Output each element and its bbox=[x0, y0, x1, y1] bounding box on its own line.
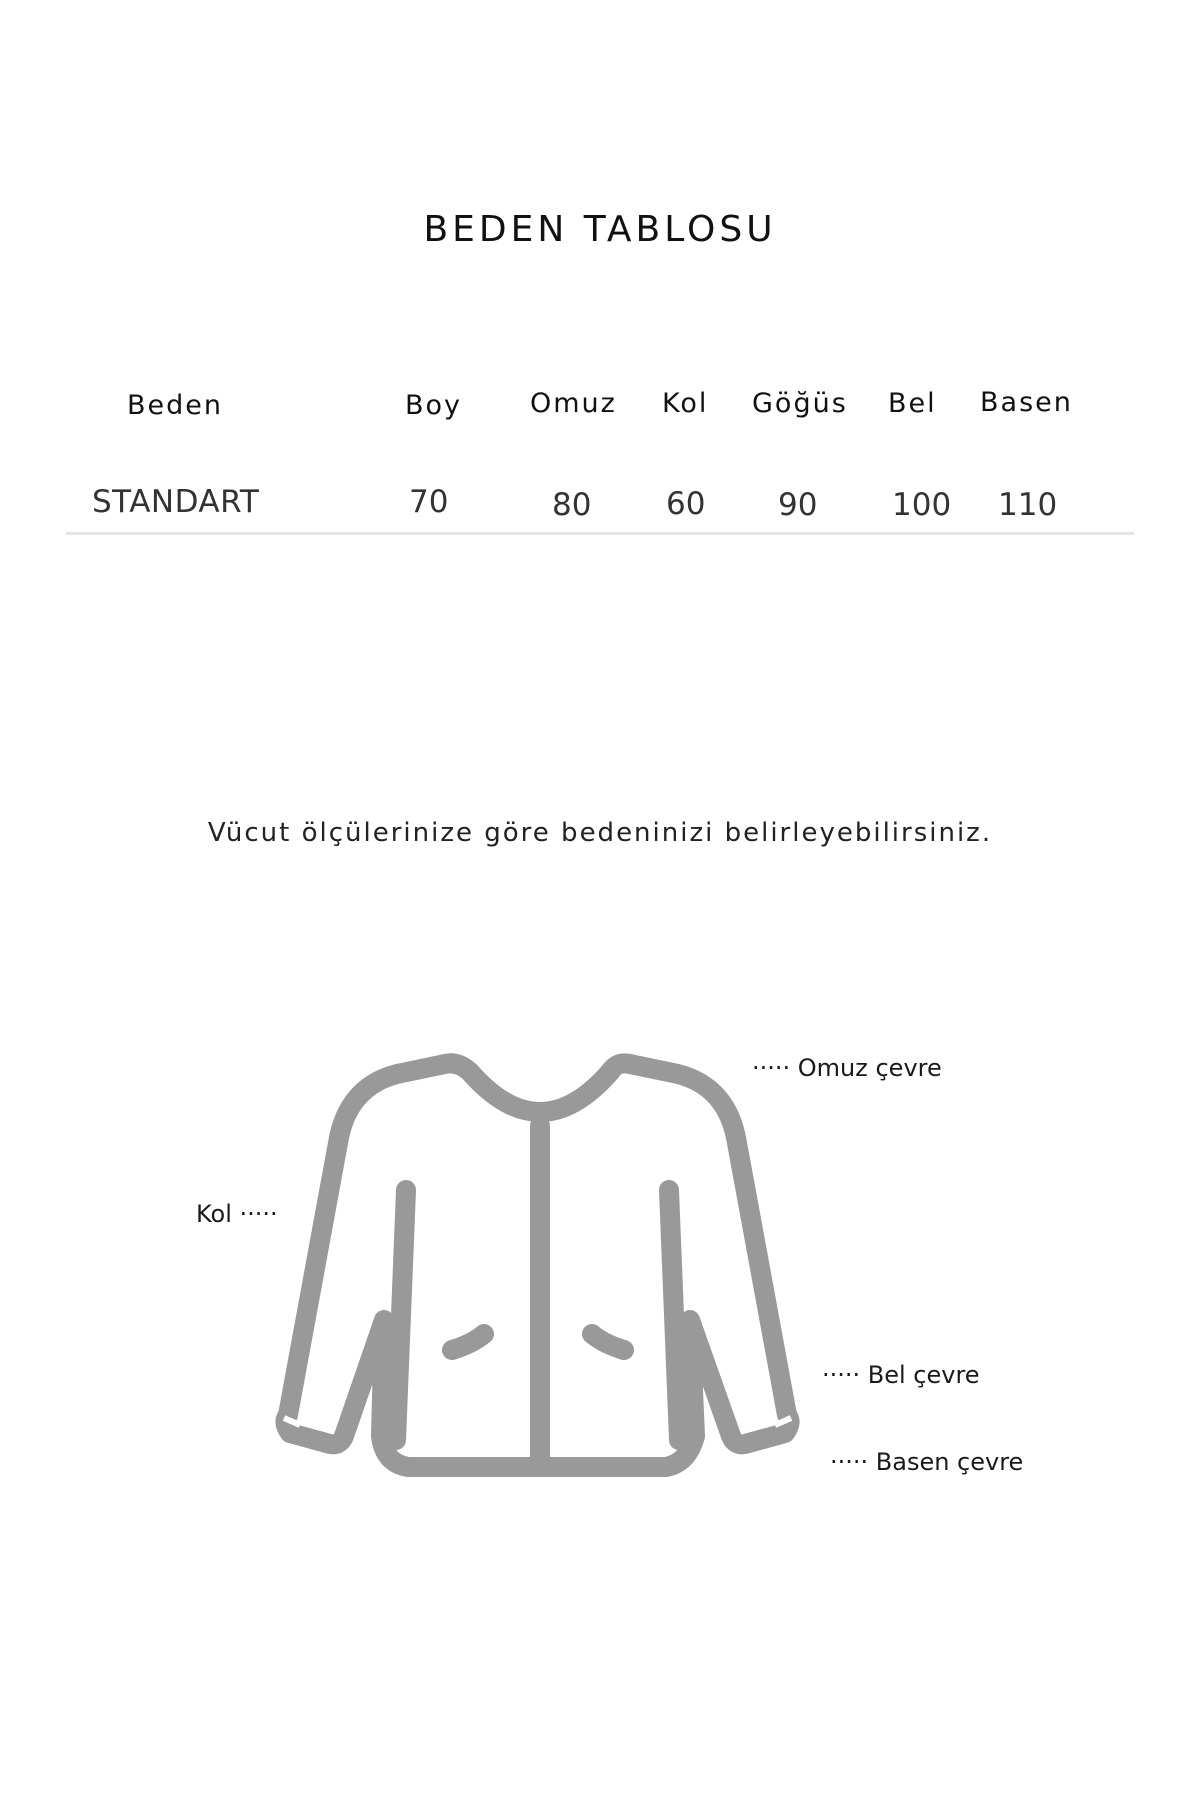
header-beden: Beden bbox=[127, 390, 223, 421]
header-gogus: Göğüs bbox=[752, 388, 848, 419]
cell-beden: STANDART bbox=[92, 484, 260, 520]
page-title: BEDEN TABLOSU bbox=[423, 209, 777, 250]
header-kol: Kol bbox=[662, 388, 709, 419]
jacket-left-sleeve-seam bbox=[396, 1190, 406, 1440]
header-boy: Boy bbox=[405, 390, 463, 421]
label-basen-cevre: ····· Basen çevre bbox=[830, 1448, 1024, 1476]
jacket-right-pocket bbox=[592, 1334, 624, 1350]
header-omuz: Omuz bbox=[530, 388, 617, 419]
cell-kol: 60 bbox=[666, 486, 706, 522]
label-kol: Kol ····· bbox=[196, 1200, 278, 1228]
header-bel: Bel bbox=[888, 388, 937, 419]
cell-basen: 110 bbox=[998, 487, 1058, 523]
label-bel-cevre: ····· Bel çevre bbox=[822, 1361, 980, 1389]
label-omuz-cevre: ····· Omuz çevre bbox=[752, 1054, 942, 1082]
jacket-right-sleeve-seam bbox=[669, 1190, 679, 1440]
cell-omuz: 80 bbox=[552, 487, 592, 523]
cell-boy: 70 bbox=[409, 484, 449, 520]
jacket-left-pocket bbox=[452, 1334, 484, 1350]
jacket-neckline bbox=[470, 1072, 610, 1112]
cell-bel: 100 bbox=[892, 487, 952, 523]
cell-gogus: 90 bbox=[778, 487, 818, 523]
subtitle: Vücut ölçülerinize göre bedeninizi belirleyebilirsiniz. bbox=[207, 818, 993, 848]
header-basen: Basen bbox=[980, 387, 1073, 418]
